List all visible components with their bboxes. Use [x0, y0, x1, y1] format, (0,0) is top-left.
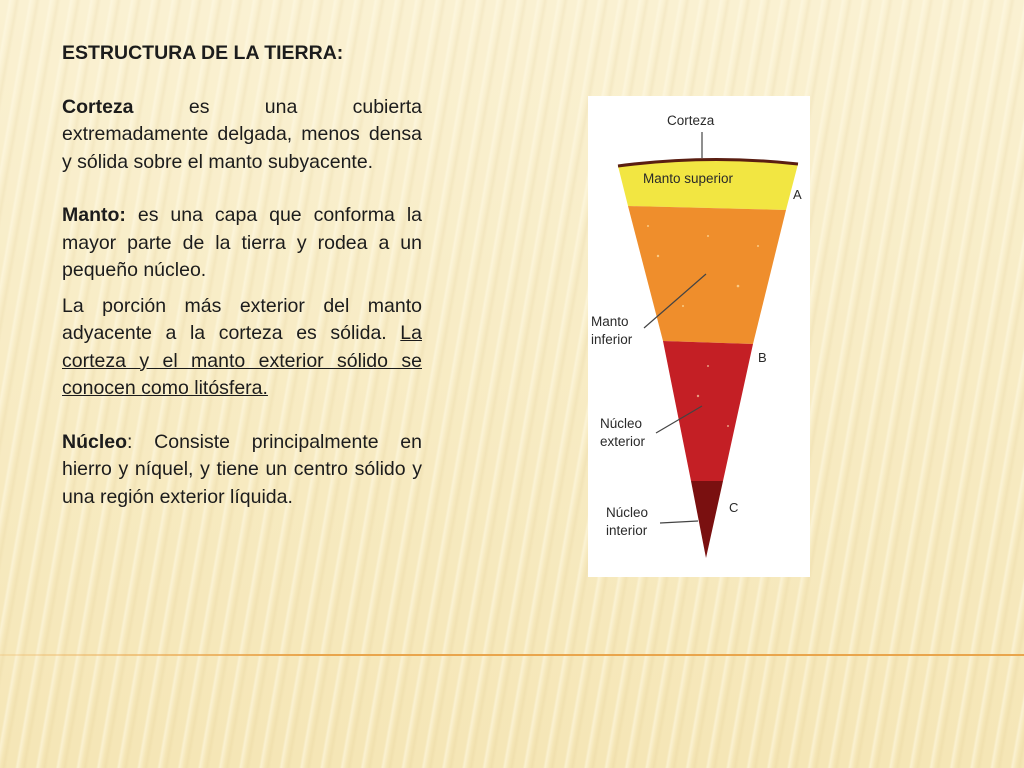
earth-structure-figure [588, 96, 810, 577]
label-nucleo-interior-line1: Núcleo [606, 505, 649, 520]
text-manto: es una capa que conforma la mayor parte de la tierra y rodea a un pequeño núcleo. [62, 204, 422, 281]
layer-outer-core [663, 341, 753, 481]
boundary-letter-b: B [758, 350, 767, 365]
term-manto: Manto: [62, 204, 126, 226]
boundary-letter-a: A [793, 187, 802, 202]
term-corteza: Corteza [62, 95, 134, 118]
layer-lower-mantle [628, 206, 786, 344]
layer-inner-core [691, 481, 723, 558]
boundary-letter-c: C [729, 500, 739, 515]
text-nucleo: : Consiste principalmente en hierro y níquel, y tiene un centro sólido y una región exterior líquida. [62, 430, 422, 508]
label-manto-superior: Manto superior [643, 171, 734, 186]
leader-nucleo-interior [660, 521, 698, 523]
text-litosfera: La corteza y el manto exterior sólido se conocen como litósfera. [62, 322, 422, 399]
decorative-divider [0, 654, 1024, 656]
label-nucleo-interior-line2: interior [606, 523, 648, 538]
paragraph-nucleo [62, 429, 422, 512]
text-column [62, 40, 422, 511]
label-nucleo-exterior-line1: Núcleo [600, 416, 643, 431]
label-nucleo-exterior-line2: exterior [600, 434, 646, 449]
label-manto-inferior-line1: Manto [591, 314, 629, 329]
label-corteza: Corteza [667, 113, 715, 128]
paragraph-manto [62, 202, 422, 285]
paragraph-porcion [62, 293, 422, 403]
text-corteza: es una cubierta extremadamente delgada, menos densa y sólida sobre el manto subyacente. [62, 95, 422, 173]
term-nucleo: Núcleo [62, 430, 128, 453]
paragraph-corteza [62, 94, 422, 177]
text-porcion: La porción más exterior del manto adyacente a la corteza es sólida. [62, 294, 422, 344]
earth-wedge-diagram [588, 96, 810, 577]
label-manto-inferior-line2: inferior [591, 332, 633, 347]
slide-title: ESTRUCTURA DE LA TIERRA: [62, 42, 344, 64]
